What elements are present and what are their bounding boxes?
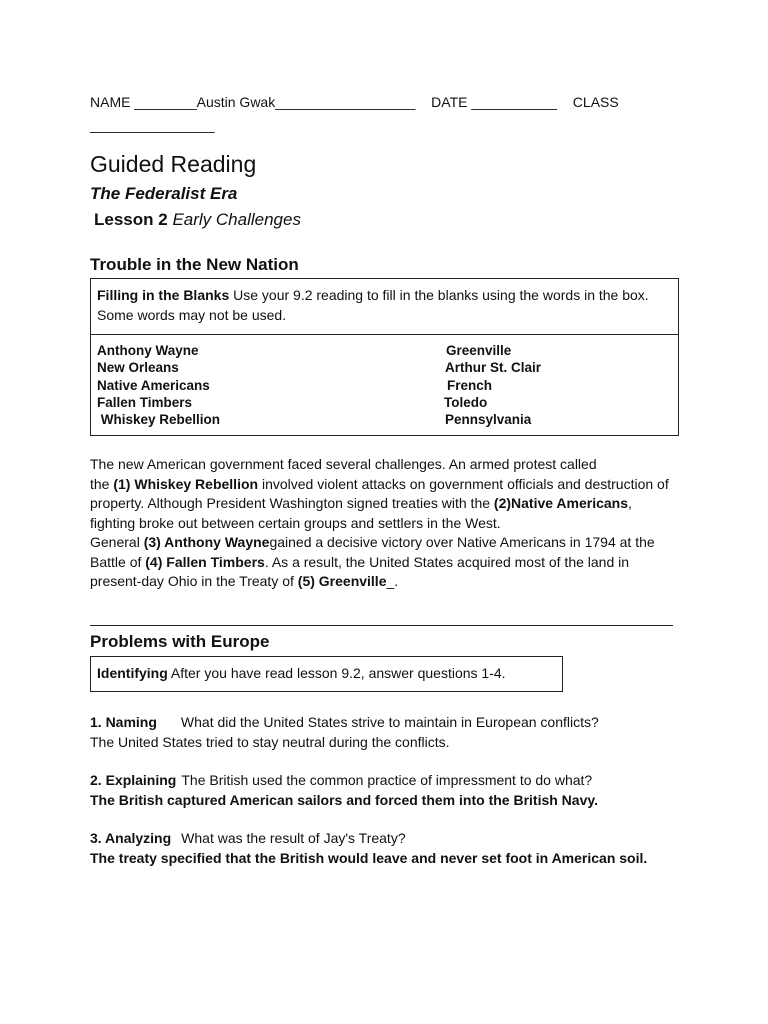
question-label: 3. Analyzing	[90, 830, 172, 846]
paragraph-text: . As a result, the United States acquired most of the land in	[264, 553, 630, 570]
answer-4: (4) Fallen Timbers	[145, 553, 265, 570]
paragraph-line: The new American government faced several challenges. An armed protest called	[90, 456, 597, 472]
date-field: ___________	[471, 94, 558, 110]
question-3	[90, 829, 647, 868]
paragraph-text: property. Although President Washington signed treaties with the	[90, 495, 494, 511]
identifying-box	[90, 656, 563, 692]
unit-subtitle: The Federalist Era	[90, 184, 238, 203]
word-bank-item: Pennsylvania	[445, 412, 532, 428]
name-label: NAME	[90, 94, 131, 110]
word-bank-item: Arthur St. Clair	[445, 360, 542, 376]
question-text: What was the result of Jay's Treaty?	[181, 830, 406, 846]
section-heading-trouble: Trouble in the New Nation	[90, 255, 299, 274]
instruction-label: Filling in the Blanks	[97, 287, 230, 303]
word-bank-item: French	[447, 377, 493, 393]
word-bank-item: Native Americans	[97, 377, 210, 393]
paragraph-line	[90, 553, 670, 573]
word-bank-right-column	[444, 342, 541, 428]
section-heading-europe: Problems with Europe	[90, 632, 270, 651]
answer-text: The British captured American sailors and forced them into the British Navy.	[90, 791, 598, 808]
answer-1: (1) Whiskey Rebellion	[113, 475, 259, 492]
paragraph-line: fighting broke out between certain groups and settlers in the West.	[90, 514, 501, 531]
identifying-text: After you have read lesson 9.2, answer questions 1-4.	[167, 665, 506, 681]
instruction-text-2: Some words may not be used.	[97, 307, 287, 323]
paragraph-line	[90, 494, 670, 514]
question-label: 2. Explaining	[90, 772, 177, 788]
paragraph-text: General	[90, 534, 144, 550]
identifying-instruction	[97, 663, 506, 683]
word-bank-item: Fallen Timbers	[97, 394, 193, 410]
paragraph-text: the	[90, 475, 114, 492]
question-label: 1. Naming	[90, 714, 157, 730]
page-title: Guided Reading	[90, 151, 257, 177]
word-bank-box	[90, 278, 679, 436]
fill-blanks-instruction	[97, 285, 649, 325]
word-bank-item: New Orleans	[97, 360, 179, 376]
paragraph-text: gained a decisive victory over Native Americans in 1794 at the	[269, 534, 655, 550]
fill-in-paragraph	[90, 455, 670, 592]
answer-text: The treaty specified that the British would leave and never set foot in American soil.	[90, 849, 648, 866]
word-bank-item: Whiskey Rebellion	[97, 412, 221, 428]
paragraph-text: involved violent attacks on government officials and destruction of	[258, 475, 669, 492]
word-bank-item: Toledo	[444, 394, 488, 410]
word-bank-item: Anthony Wayne	[97, 343, 199, 358]
class-label: CLASS	[572, 94, 619, 110]
section-divider	[90, 625, 673, 626]
paragraph-line	[90, 572, 670, 592]
question-text: What did the United States strive to maintain in European conflicts?	[180, 714, 599, 730]
paragraph-line	[90, 533, 670, 553]
answer-2: (2)Native Americans	[493, 495, 628, 511]
question-text: The British used the common practice of impressment to do what?	[181, 772, 593, 788]
answer-text: The United States tried to stay neutral during the conflicts.	[90, 733, 450, 750]
paragraph-text: present-day Ohio in the Treaty of	[90, 573, 298, 589]
class-field: ________________	[90, 117, 215, 133]
name-field: ________Austin Gwak__________________	[134, 94, 416, 110]
instruction-text: Use your 9.2 reading to fill in the blanks using the words in the box.	[229, 287, 649, 303]
question-2	[90, 771, 598, 810]
paragraph-text: _.	[386, 573, 399, 589]
lesson-line	[94, 210, 301, 230]
lesson-name: Early Challenges	[172, 210, 301, 229]
paragraph-line	[90, 475, 670, 495]
date-label: DATE	[431, 94, 468, 110]
word-bank-divider	[91, 334, 678, 335]
answer-3: (3) Anthony Wayne	[143, 534, 270, 550]
answer-5: (5) Greenville	[297, 573, 387, 589]
paragraph-text: ,	[628, 495, 632, 511]
lesson-label: Lesson 2	[94, 210, 168, 229]
word-bank-item: Greenville	[446, 343, 512, 358]
question-1	[90, 713, 599, 752]
identifying-label: Identifying	[97, 665, 168, 681]
paragraph-text: Battle of	[90, 553, 146, 570]
word-bank-left-column	[97, 342, 220, 428]
header-row	[90, 94, 619, 110]
